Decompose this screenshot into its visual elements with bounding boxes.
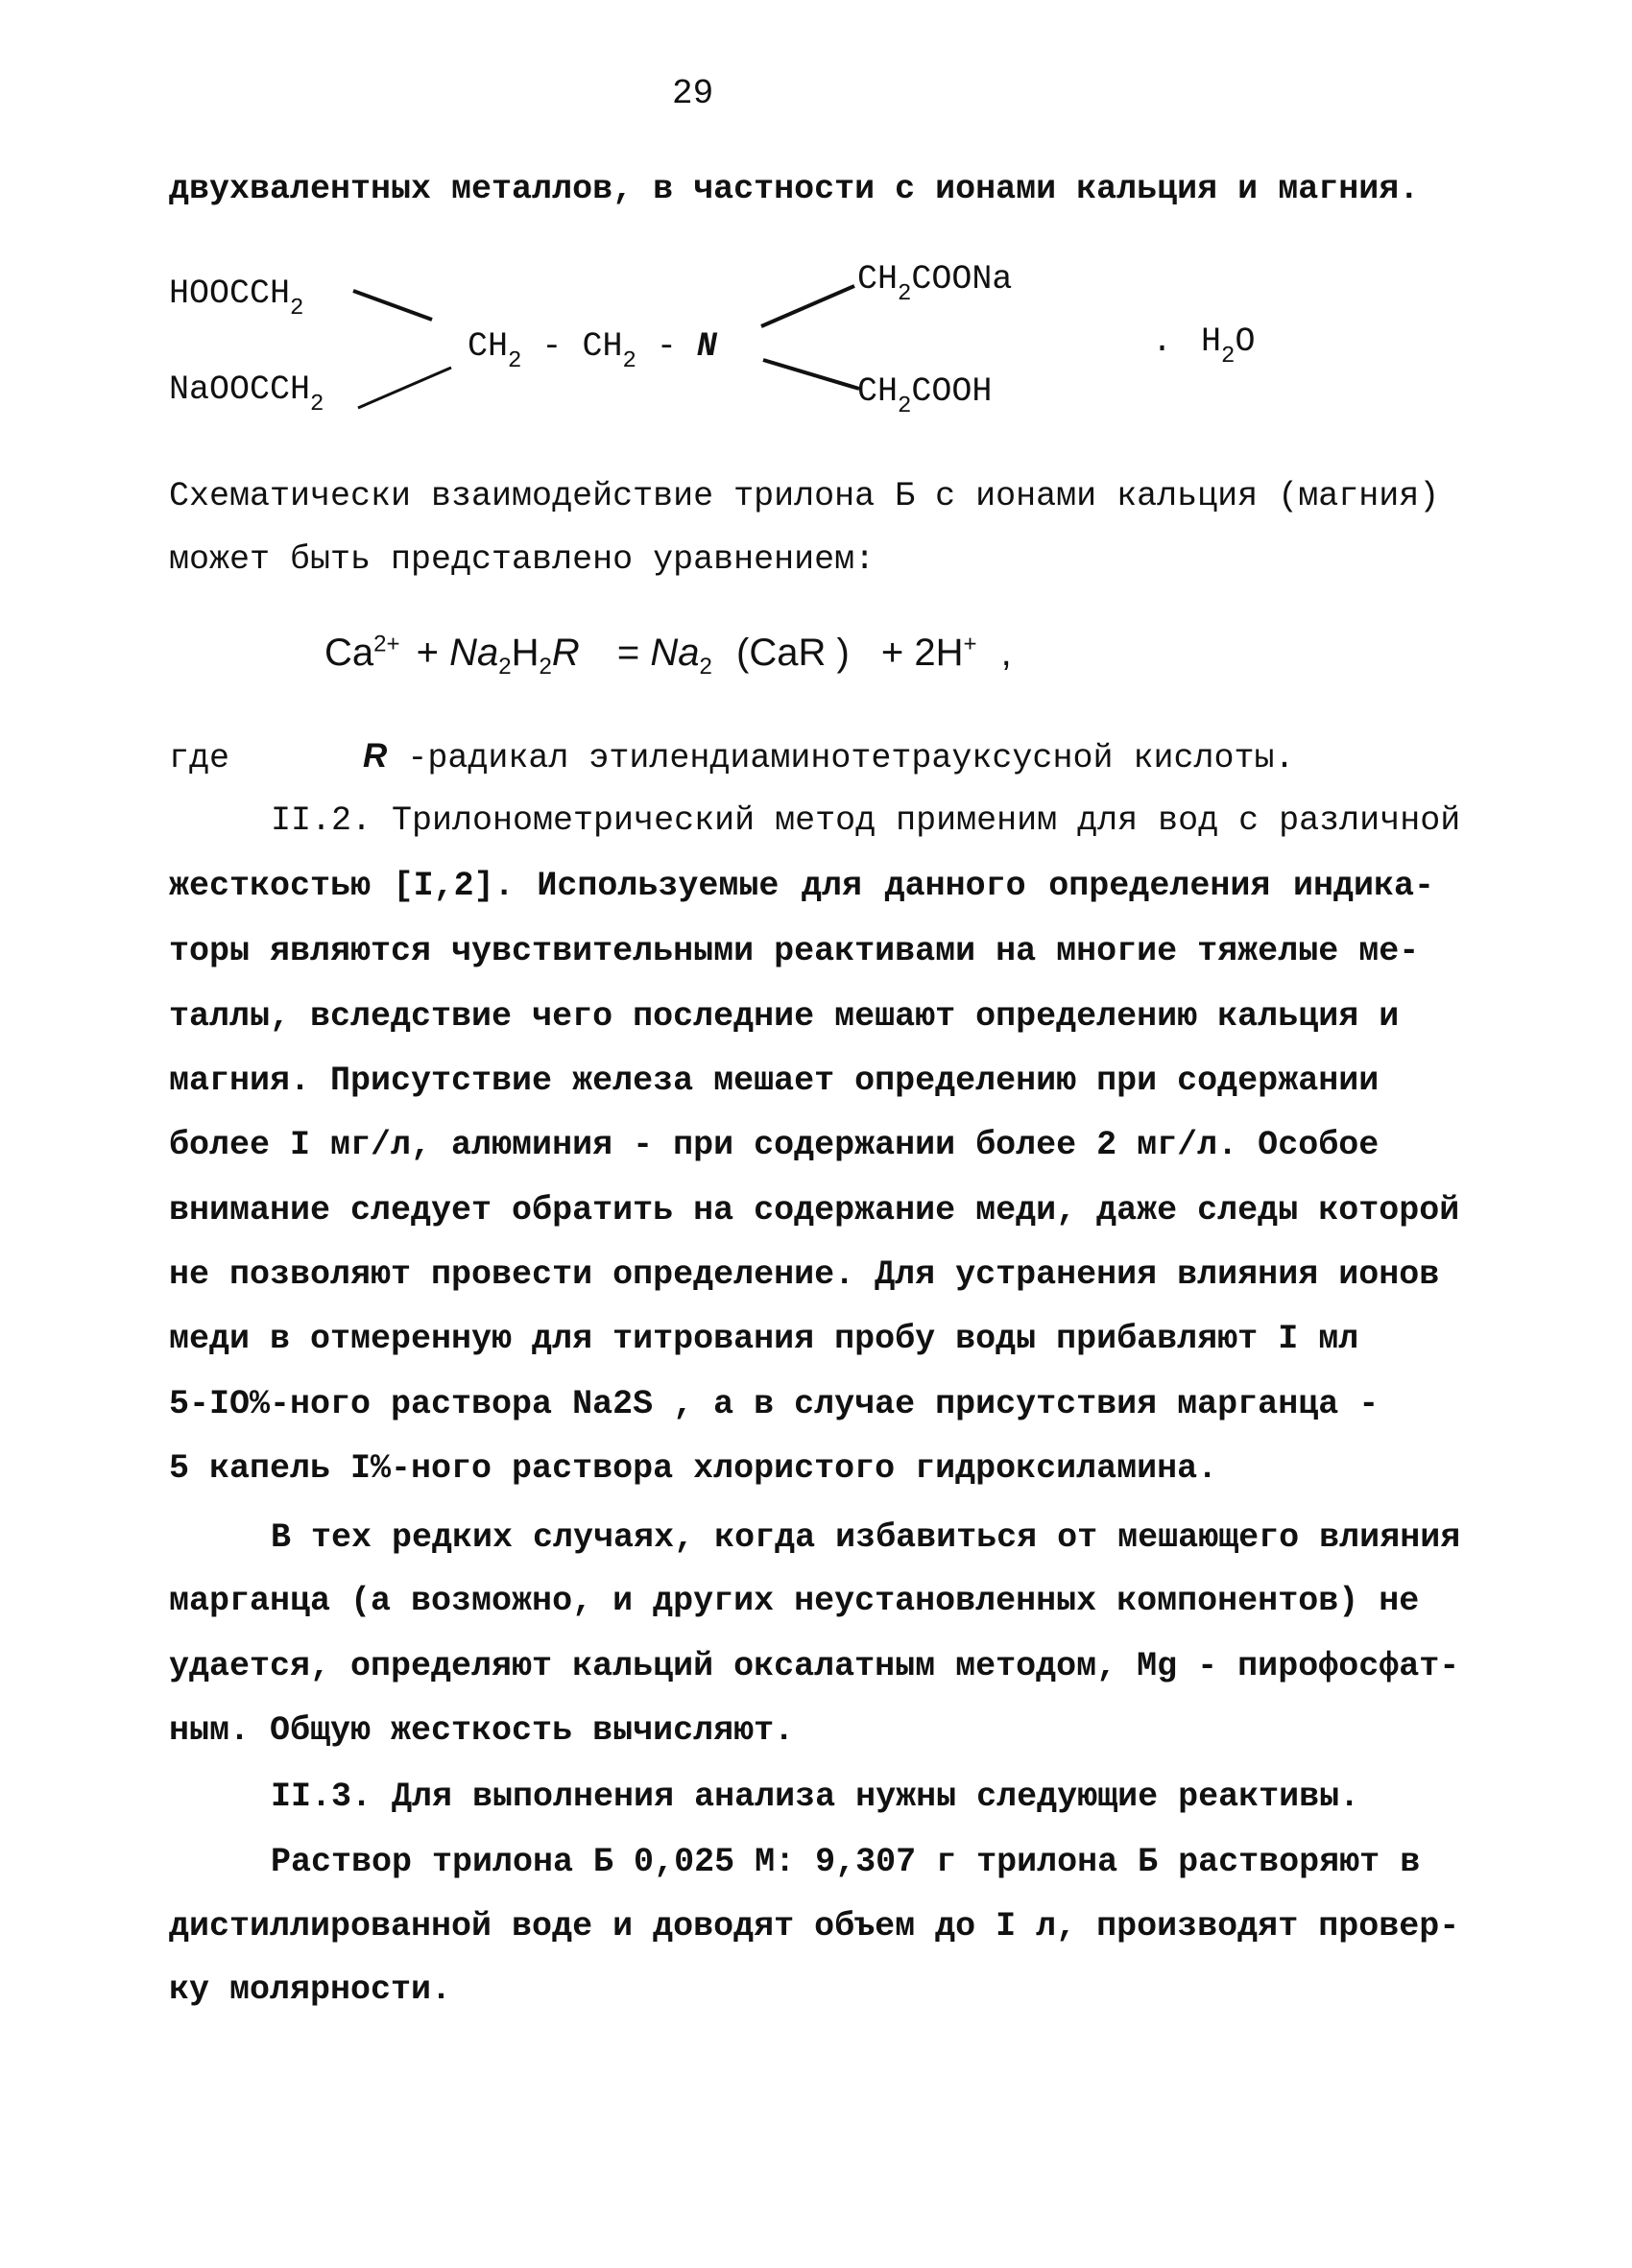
section-22-line: II.2. Трилонометрический метод применим для вод с различной <box>271 801 1461 840</box>
rare-cases-line: удается, определяют кальций оксалатным методом, Mg - пирофосфат- <box>169 1647 1460 1685</box>
section-22-line: 5 капель I%-ного раствора хлористого гидроксиламина. <box>169 1449 1218 1488</box>
section-22-line: меди в отмеренную для титрования пробу воды прибавляют I мл <box>169 1320 1359 1358</box>
where-symbol: R <box>363 737 388 775</box>
section-22-line: жесткостью [I,2]. Используемые для данного определения индика- <box>169 867 1434 905</box>
rare-cases-line: В тех редких случаях, когда избавиться от мешающего влияния <box>271 1518 1461 1557</box>
formula-left-top: $HOOCCH_2$ <box>169 275 304 322</box>
schematic-line-2: может быть представлено уравнением: <box>169 540 876 579</box>
trilon-b-structural-formula <box>0 254 1632 446</box>
section-22-line: 5-IO%-ного раствора Na2S , а в случае присутствия марганца - <box>169 1385 1380 1423</box>
section-22-line: таллы, вследствие чего последние мешают определению кальция и <box>169 997 1400 1036</box>
section-ii-3-heading: II.3. Для выполнения анализа нужны следующие реактивы. <box>271 1778 1360 1816</box>
where-label: где <box>169 739 230 777</box>
trilon-solution-line: Раствор трилона Б 0,025 М: 9,307 г трилона Б растворяют в <box>271 1843 1421 1881</box>
formula-right-bottom: $CH_2COOH$ <box>857 372 993 419</box>
where-text: -радикал этилендиаминотетрауксусной кислоты. <box>407 739 1295 777</box>
section-22-line: торы являются чувствительными реактивами на многие тяжелые ме- <box>169 932 1420 970</box>
section-22-line: магния. Присутствие железа мешает определению при содержании <box>169 1062 1380 1100</box>
bond-line-left-top <box>353 291 432 320</box>
section-22-line: не позволяют провести определение. Для устранения влияния ионов <box>169 1255 1440 1294</box>
formula-water: . $H_2O$ <box>1152 322 1256 370</box>
bond-line-right-top <box>761 286 854 326</box>
trilon-solution-line: дистиллированной воде и доводят объем до I л, производят провер- <box>169 1907 1460 1946</box>
page-number: 29 <box>672 74 714 113</box>
formula-right-top: $CH_2COONa$ <box>857 260 1013 307</box>
formula-center-chain: $CH_2 - CH_2$ - N <box>468 327 717 374</box>
schematic-line-1: Схематически взаимодействие трилона Б с ионами кальция (магния) <box>169 477 1440 515</box>
intro-line: двухвалентных металлов, в частности с ионами кальция и магния. <box>169 170 1420 208</box>
bond-line-left-bottom <box>358 368 451 408</box>
where-line <box>169 739 1294 776</box>
bond-line-right-bottom <box>763 360 859 389</box>
section-22-line: внимание следует обратить на содержание меди, даже следы которой <box>169 1191 1460 1229</box>
rare-cases-line: марганца (а возможно, и других неустановленных компонентов) не <box>169 1582 1420 1620</box>
trilon-solution-line: ку молярности. <box>169 1970 452 2009</box>
reaction-equation: $Ca^{2+} + Na_2H_2R = Na_2$ (CaR ) + 2H+ , <box>324 631 1012 680</box>
rare-cases-line: ным. Общую жесткость вычисляют. <box>169 1711 795 1750</box>
section-22-line: более I мг/л, алюминия - при содержании более 2 мг/л. Особое <box>169 1126 1380 1164</box>
formula-left-bottom: NaOOCCH$_2$ <box>169 370 324 418</box>
